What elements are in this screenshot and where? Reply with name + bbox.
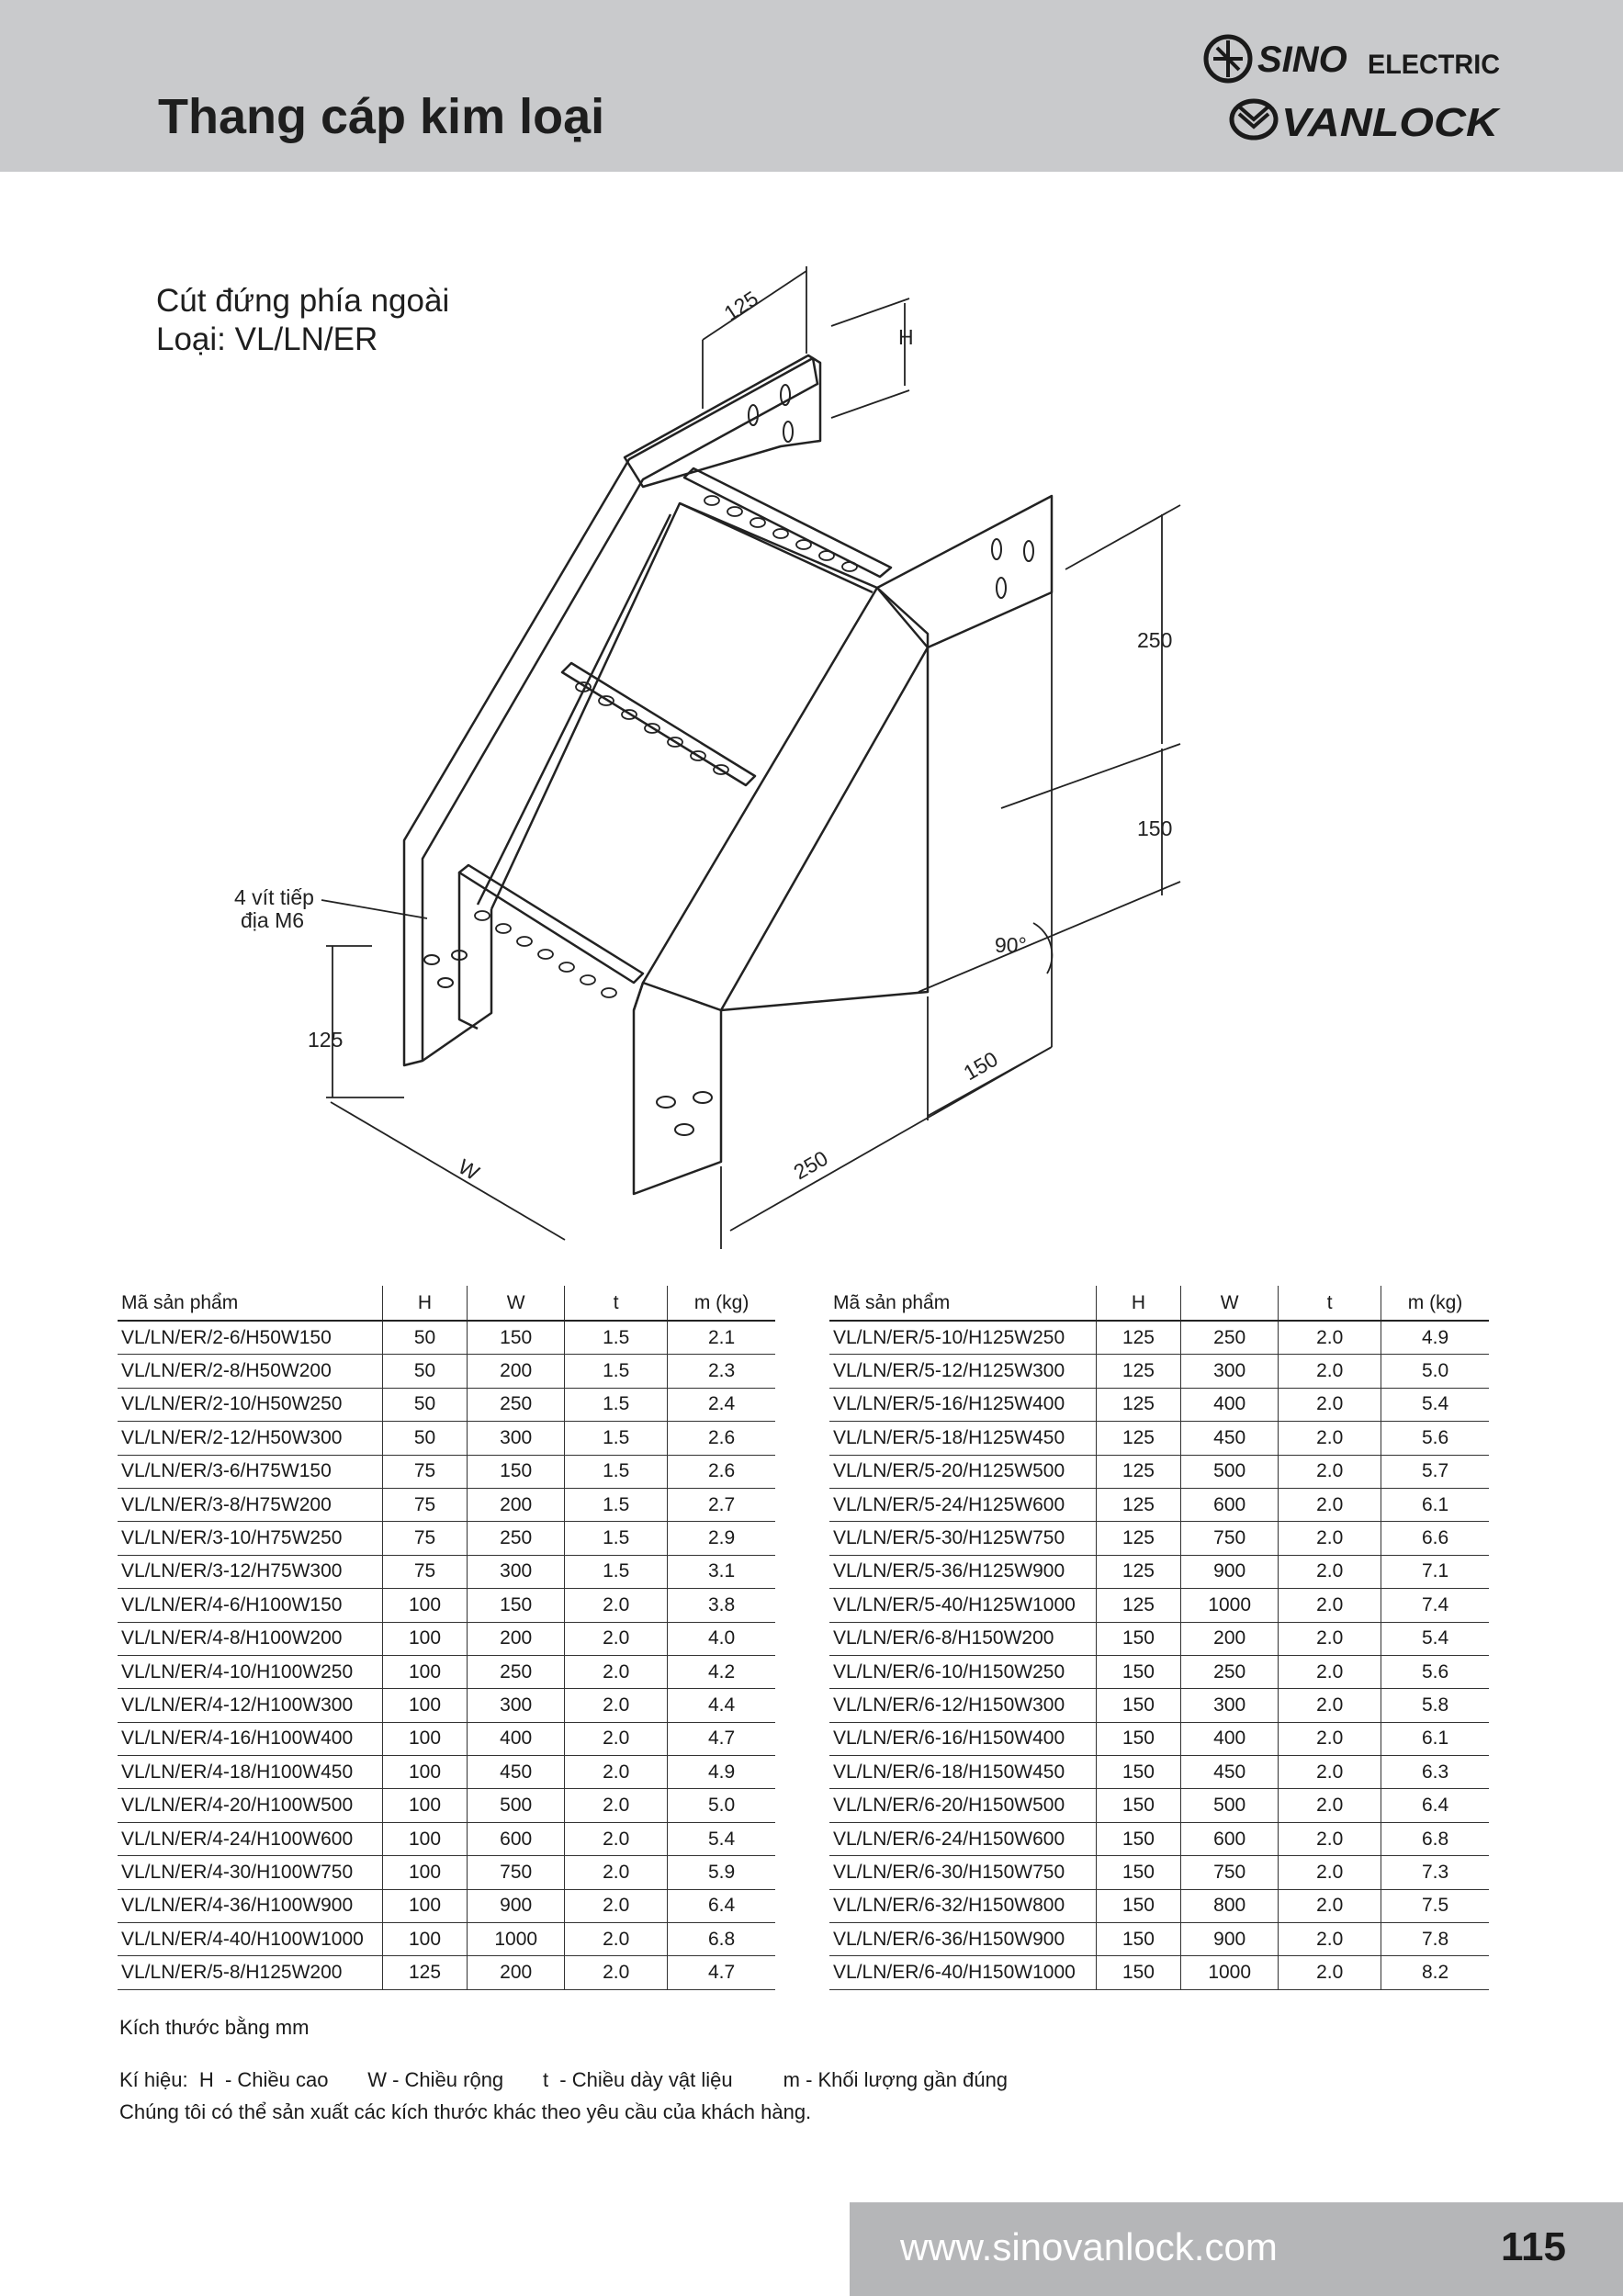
custom-note: Chúng tôi có thể sản xuất các kích thước khác theo yêu cầu của khách hàng. (119, 2100, 812, 2123)
cell-m: 5.6 (1381, 1422, 1489, 1455)
cell-code: VL/LN/ER/4-40/H100W1000 (118, 1923, 382, 1956)
dim-150-vertical: 150 (1137, 816, 1173, 840)
cell-t: 2.0 (565, 1622, 668, 1655)
cell-code: VL/LN/ER/6-30/H150W750 (829, 1856, 1096, 1889)
cell-t: 2.0 (1279, 1555, 1381, 1588)
table-row (118, 1622, 775, 1655)
cell-m: 5.8 (1381, 1689, 1489, 1722)
cell-t: 2.0 (565, 1889, 668, 1922)
cell-code: VL/LN/ER/6-8/H150W200 (829, 1622, 1096, 1655)
cell-w: 600 (468, 1822, 565, 1855)
cell-t: 2.0 (565, 1589, 668, 1622)
website-link[interactable]: www.sinovanlock.com (900, 2225, 1278, 2268)
cell-m: 6.3 (1381, 1756, 1489, 1789)
left-side-rail (404, 358, 817, 1065)
cell-code: VL/LN/ER/6-12/H150W300 (829, 1689, 1096, 1722)
cell-w: 900 (468, 1889, 565, 1922)
col-header-code: Mã sản phẩm (118, 1286, 382, 1321)
cell-code: VL/LN/ER/3-12/H75W300 (118, 1555, 382, 1588)
cell-code: VL/LN/ER/5-30/H125W750 (829, 1522, 1096, 1555)
cell-code: VL/LN/ER/5-10/H125W250 (829, 1321, 1096, 1355)
cell-h: 125 (1096, 1455, 1180, 1488)
cell-code: VL/LN/ER/5-18/H125W450 (829, 1422, 1096, 1455)
cell-m: 2.4 (668, 1388, 775, 1421)
cell-h: 100 (382, 1923, 467, 1956)
cell-w: 250 (468, 1388, 565, 1421)
cell-h: 150 (1096, 1822, 1180, 1855)
cell-w: 1000 (468, 1923, 565, 1956)
table-row (118, 1522, 775, 1555)
cell-h: 100 (382, 1722, 467, 1755)
cell-m: 4.9 (1381, 1321, 1489, 1355)
cell-code: VL/LN/ER/6-18/H150W450 (829, 1756, 1096, 1789)
col-header-h: H (382, 1286, 467, 1321)
cell-t: 1.5 (565, 1388, 668, 1421)
cell-m: 2.3 (668, 1355, 775, 1388)
cell-t: 2.0 (565, 1856, 668, 1889)
cell-m: 6.4 (1381, 1789, 1489, 1822)
cell-m: 8.2 (1381, 1956, 1489, 1989)
cell-w: 400 (1181, 1388, 1279, 1421)
cell-h: 150 (1096, 1889, 1180, 1922)
cell-w: 600 (1181, 1488, 1279, 1521)
cell-w: 200 (468, 1488, 565, 1521)
cell-h: 150 (1096, 1923, 1180, 1956)
table-row (829, 1956, 1489, 1989)
table-row (829, 1388, 1489, 1421)
dim-125-left: 125 (308, 1028, 344, 1052)
cell-m: 7.5 (1381, 1889, 1489, 1922)
brand-sino: SINO (1257, 39, 1347, 80)
cell-w: 600 (1181, 1822, 1279, 1855)
cell-w: 750 (468, 1856, 565, 1889)
cell-code: VL/LN/ER/6-32/H150W800 (829, 1889, 1096, 1922)
cell-w: 300 (468, 1555, 565, 1588)
table-row (118, 1388, 775, 1421)
rung-top (684, 468, 891, 577)
table-row (118, 1822, 775, 1855)
table-row (829, 1722, 1489, 1755)
cell-t: 2.0 (565, 1655, 668, 1688)
back-side-rail (625, 355, 820, 487)
table-row (829, 1889, 1489, 1922)
table-row (829, 1355, 1489, 1388)
cell-code: VL/LN/ER/3-8/H75W200 (118, 1488, 382, 1521)
cell-w: 200 (468, 1355, 565, 1388)
cell-t: 2.0 (565, 1689, 668, 1722)
table-row (118, 1889, 775, 1922)
cell-code: VL/LN/ER/5-16/H125W400 (829, 1388, 1096, 1421)
cell-m: 2.7 (668, 1488, 775, 1521)
cell-w: 250 (468, 1522, 565, 1555)
cell-code: VL/LN/ER/2-10/H50W250 (118, 1388, 382, 1421)
cell-h: 100 (382, 1655, 467, 1688)
table-row (829, 1856, 1489, 1889)
cell-t: 1.5 (565, 1355, 668, 1388)
table-row (829, 1455, 1489, 1488)
table-row (118, 1321, 775, 1355)
cell-t: 1.5 (565, 1422, 668, 1455)
cell-m: 2.6 (668, 1455, 775, 1488)
cell-code: VL/LN/ER/6-36/H150W900 (829, 1923, 1096, 1956)
cell-code: VL/LN/ER/3-6/H75W150 (118, 1455, 382, 1488)
front-side-panel (634, 588, 928, 1194)
cell-m: 5.0 (1381, 1355, 1489, 1388)
cell-h: 125 (1096, 1321, 1180, 1355)
cell-w: 150 (468, 1589, 565, 1622)
table-row (118, 1956, 775, 1989)
cell-m: 4.2 (668, 1655, 775, 1688)
cell-w: 900 (1181, 1555, 1279, 1588)
dim-w: W (454, 1154, 484, 1186)
cell-code: VL/LN/ER/5-40/H125W1000 (829, 1589, 1096, 1622)
cell-t: 2.0 (1279, 1889, 1381, 1922)
cell-w: 450 (1181, 1756, 1279, 1789)
table-row (829, 1555, 1489, 1588)
table-row (118, 1789, 775, 1822)
table-row (118, 1923, 775, 1956)
cell-code: VL/LN/ER/2-8/H50W200 (118, 1355, 382, 1388)
table-row (829, 1789, 1489, 1822)
table-row (118, 1756, 775, 1789)
cell-m: 5.4 (1381, 1388, 1489, 1421)
table-row (118, 1422, 775, 1455)
table-row (118, 1689, 775, 1722)
cell-code: VL/LN/ER/6-24/H150W600 (829, 1822, 1096, 1855)
cell-m: 6.4 (668, 1889, 775, 1922)
table-row (829, 1756, 1489, 1789)
cell-w: 450 (1181, 1422, 1279, 1455)
dim-250-vertical: 250 (1137, 628, 1173, 652)
cell-h: 150 (1096, 1689, 1180, 1722)
cell-h: 100 (382, 1689, 467, 1722)
cell-t: 2.0 (565, 1923, 668, 1956)
cell-m: 5.4 (1381, 1622, 1489, 1655)
table-row (829, 1622, 1489, 1655)
cell-t: 2.0 (1279, 1856, 1381, 1889)
cell-w: 300 (468, 1689, 565, 1722)
cell-code: VL/LN/ER/6-10/H150W250 (829, 1655, 1096, 1688)
cell-code: VL/LN/ER/5-36/H125W900 (829, 1555, 1096, 1588)
cell-w: 400 (468, 1722, 565, 1755)
product-name: Cút đứng phía ngoài (156, 283, 450, 319)
cell-t: 2.0 (1279, 1422, 1381, 1455)
units-note: Kích thước bằng mm (119, 2016, 310, 2039)
cell-t: 2.0 (1279, 1822, 1381, 1855)
cell-h: 150 (1096, 1756, 1180, 1789)
cell-h: 125 (382, 1956, 467, 1989)
cell-m: 6.8 (1381, 1822, 1489, 1855)
cell-h: 150 (1096, 1856, 1180, 1889)
cell-m: 7.4 (1381, 1589, 1489, 1622)
cell-w: 500 (1181, 1455, 1279, 1488)
cell-t: 2.0 (1279, 1522, 1381, 1555)
cell-w: 1000 (1181, 1956, 1279, 1989)
table-row (118, 1589, 775, 1622)
cell-h: 100 (382, 1756, 467, 1789)
cell-t: 2.0 (1279, 1355, 1381, 1388)
cell-m: 6.1 (1381, 1722, 1489, 1755)
cell-t: 2.0 (565, 1822, 668, 1855)
cell-m: 4.9 (668, 1756, 775, 1789)
cell-m: 5.6 (1381, 1655, 1489, 1688)
cell-m: 7.3 (1381, 1856, 1489, 1889)
table-row (118, 1655, 775, 1688)
col-header-h: H (1096, 1286, 1180, 1321)
dim-150-bottom: 150 (959, 1046, 1002, 1086)
cell-w: 200 (468, 1622, 565, 1655)
cell-t: 1.5 (565, 1488, 668, 1521)
col-header-code: Mã sản phẩm (829, 1286, 1096, 1321)
cell-code: VL/LN/ER/4-12/H100W300 (118, 1689, 382, 1722)
cell-code: VL/LN/ER/2-12/H50W300 (118, 1422, 382, 1455)
cell-code: VL/LN/ER/6-40/H150W1000 (829, 1956, 1096, 1989)
page-title: Thang cáp kim loại (158, 89, 605, 144)
cell-h: 125 (1096, 1589, 1180, 1622)
cell-h: 100 (382, 1589, 467, 1622)
cell-h: 100 (382, 1822, 467, 1855)
cell-code: VL/LN/ER/5-12/H125W300 (829, 1355, 1096, 1388)
col-header-t: t (565, 1286, 668, 1321)
cell-w: 450 (468, 1756, 565, 1789)
cell-code: VL/LN/ER/4-20/H100W500 (118, 1789, 382, 1822)
cell-m: 2.9 (668, 1522, 775, 1555)
cell-w: 250 (1181, 1655, 1279, 1688)
cell-h: 125 (1096, 1422, 1180, 1455)
cell-m: 5.7 (1381, 1455, 1489, 1488)
cell-h: 150 (1096, 1956, 1180, 1989)
cell-w: 300 (468, 1422, 565, 1455)
cell-m: 5.0 (668, 1789, 775, 1822)
cell-t: 2.0 (1279, 1722, 1381, 1755)
table-row (829, 1321, 1489, 1355)
cell-t: 2.0 (1279, 1789, 1381, 1822)
table-row (829, 1522, 1489, 1555)
vanlock-logo-icon (1232, 101, 1276, 138)
cell-h: 100 (382, 1789, 467, 1822)
cell-w: 150 (468, 1321, 565, 1355)
cell-m: 4.7 (668, 1722, 775, 1755)
cell-h: 100 (382, 1622, 467, 1655)
col-header-m: m (kg) (668, 1286, 775, 1321)
brand-electric: ELECTRIC (1368, 50, 1500, 80)
cell-m: 6.8 (668, 1923, 775, 1956)
cell-code: VL/LN/ER/6-20/H150W500 (829, 1789, 1096, 1822)
cell-m: 5.4 (668, 1822, 775, 1855)
col-header-w: W (1181, 1286, 1279, 1321)
spec-table-left (118, 1286, 775, 1990)
table-row (829, 1422, 1489, 1455)
cell-code: VL/LN/ER/4-8/H100W200 (118, 1622, 382, 1655)
dim-h: H (898, 325, 914, 349)
cell-w: 800 (1181, 1889, 1279, 1922)
cell-w: 900 (1181, 1923, 1279, 1956)
cell-code: VL/LN/ER/5-24/H125W600 (829, 1488, 1096, 1521)
cell-w: 750 (1181, 1856, 1279, 1889)
cell-t: 2.0 (565, 1756, 668, 1789)
cell-h: 125 (1096, 1388, 1180, 1421)
cell-w: 200 (468, 1956, 565, 1989)
cell-h: 150 (1096, 1789, 1180, 1822)
brand-logo (1200, 28, 1504, 147)
cell-h: 50 (382, 1422, 467, 1455)
cell-m: 3.1 (668, 1555, 775, 1588)
cell-t: 1.5 (565, 1555, 668, 1588)
cell-h: 50 (382, 1321, 467, 1355)
cell-m: 6.1 (1381, 1488, 1489, 1521)
table-row (829, 1822, 1489, 1855)
cell-code: VL/LN/ER/4-30/H100W750 (118, 1856, 382, 1889)
table-row (829, 1923, 1489, 1956)
cell-h: 75 (382, 1488, 467, 1521)
cell-w: 250 (1181, 1321, 1279, 1355)
cell-w: 250 (468, 1655, 565, 1688)
cell-code: VL/LN/ER/4-18/H100W450 (118, 1756, 382, 1789)
cell-t: 2.0 (1279, 1321, 1381, 1355)
cell-m: 7.1 (1381, 1555, 1489, 1588)
table-row (829, 1589, 1489, 1622)
cell-code: VL/LN/ER/5-8/H125W200 (118, 1956, 382, 1989)
cell-w: 500 (1181, 1789, 1279, 1822)
cell-h: 125 (1096, 1355, 1180, 1388)
cell-h: 75 (382, 1455, 467, 1488)
cell-m: 2.1 (668, 1321, 775, 1355)
cell-h: 125 (1096, 1555, 1180, 1588)
table-row (829, 1488, 1489, 1521)
cell-m: 7.8 (1381, 1923, 1489, 1956)
cell-code: VL/LN/ER/4-6/H100W150 (118, 1589, 382, 1622)
spec-table-right (829, 1286, 1489, 1990)
cell-m: 4.4 (668, 1689, 775, 1722)
cell-t: 2.0 (1279, 1689, 1381, 1722)
cell-h: 50 (382, 1388, 467, 1421)
table-row (118, 1722, 775, 1755)
cell-m: 4.0 (668, 1622, 775, 1655)
cell-t: 2.0 (565, 1789, 668, 1822)
cell-m: 2.6 (668, 1422, 775, 1455)
table-row (118, 1856, 775, 1889)
cell-code: VL/LN/ER/4-10/H100W250 (118, 1655, 382, 1688)
cell-w: 500 (468, 1789, 565, 1822)
cell-t: 2.0 (565, 1956, 668, 1989)
cell-code: VL/LN/ER/4-16/H100W400 (118, 1722, 382, 1755)
cell-w: 750 (1181, 1522, 1279, 1555)
cell-w: 300 (1181, 1689, 1279, 1722)
cell-h: 150 (1096, 1622, 1180, 1655)
cell-m: 4.7 (668, 1956, 775, 1989)
col-header-w: W (468, 1286, 565, 1321)
cell-t: 2.0 (565, 1722, 668, 1755)
cell-t: 2.0 (1279, 1923, 1381, 1956)
cell-h: 100 (382, 1889, 467, 1922)
cell-t: 2.0 (1279, 1488, 1381, 1521)
cell-t: 1.5 (565, 1321, 668, 1355)
table-row (829, 1655, 1489, 1688)
table-row (118, 1455, 775, 1488)
page-number: 115 (1501, 2224, 1566, 2269)
cell-w: 1000 (1181, 1589, 1279, 1622)
table-row (118, 1488, 775, 1521)
dim-250-bottom: 250 (789, 1145, 832, 1185)
table-row (118, 1355, 775, 1388)
table-row (118, 1555, 775, 1588)
legend-note: Kí hiệu: H - Chiều cao W - Chiều rộng t - Chiều dày vật liệu m - Khối lượng gần đúng (119, 2068, 1009, 2091)
cell-m: 5.9 (668, 1856, 775, 1889)
cell-h: 150 (1096, 1722, 1180, 1755)
cell-code: VL/LN/ER/4-36/H100W900 (118, 1889, 382, 1922)
cell-w: 300 (1181, 1355, 1279, 1388)
dim-125-top: 125 (719, 286, 762, 326)
dim-angle: 90° (995, 933, 1027, 957)
cell-code: VL/LN/ER/5-20/H125W500 (829, 1455, 1096, 1488)
cell-code: VL/LN/ER/6-16/H150W400 (829, 1722, 1096, 1755)
col-header-m: m (kg) (1381, 1286, 1489, 1321)
table-row (829, 1689, 1489, 1722)
cell-h: 125 (1096, 1522, 1180, 1555)
screw-note-line2: địa M6 (241, 908, 305, 932)
cell-t: 2.0 (1279, 1655, 1381, 1688)
cell-code: VL/LN/ER/2-6/H50W150 (118, 1321, 382, 1355)
cell-m: 6.6 (1381, 1522, 1489, 1555)
cell-w: 400 (1181, 1722, 1279, 1755)
cell-h: 100 (382, 1856, 467, 1889)
cell-t: 2.0 (1279, 1388, 1381, 1421)
cell-code: VL/LN/ER/4-24/H100W600 (118, 1822, 382, 1855)
cell-code: VL/LN/ER/3-10/H75W250 (118, 1522, 382, 1555)
cell-t: 2.0 (1279, 1756, 1381, 1789)
cell-t: 2.0 (1279, 1455, 1381, 1488)
sino-logo-icon (1206, 37, 1250, 81)
technical-drawing (0, 248, 1623, 1277)
cell-w: 150 (468, 1455, 565, 1488)
cell-t: 2.0 (1279, 1589, 1381, 1622)
cell-h: 125 (1096, 1488, 1180, 1521)
product-type: Loại: VL/LN/ER (156, 321, 378, 357)
brand-vanlock: VANLOCK (1281, 100, 1502, 145)
rung-bottom (459, 865, 643, 983)
cell-t: 2.0 (1279, 1956, 1381, 1989)
cell-m: 3.8 (668, 1589, 775, 1622)
cell-h: 75 (382, 1555, 467, 1588)
col-header-t: t (1279, 1286, 1381, 1321)
cell-h: 75 (382, 1522, 467, 1555)
cell-h: 150 (1096, 1655, 1180, 1688)
right-top-plate (877, 496, 1052, 647)
cell-t: 2.0 (1279, 1622, 1381, 1655)
cell-t: 1.5 (565, 1522, 668, 1555)
cell-h: 50 (382, 1355, 467, 1388)
cell-t: 1.5 (565, 1455, 668, 1488)
screw-note-line1: 4 vít tiếp (234, 885, 314, 909)
cell-w: 200 (1181, 1622, 1279, 1655)
